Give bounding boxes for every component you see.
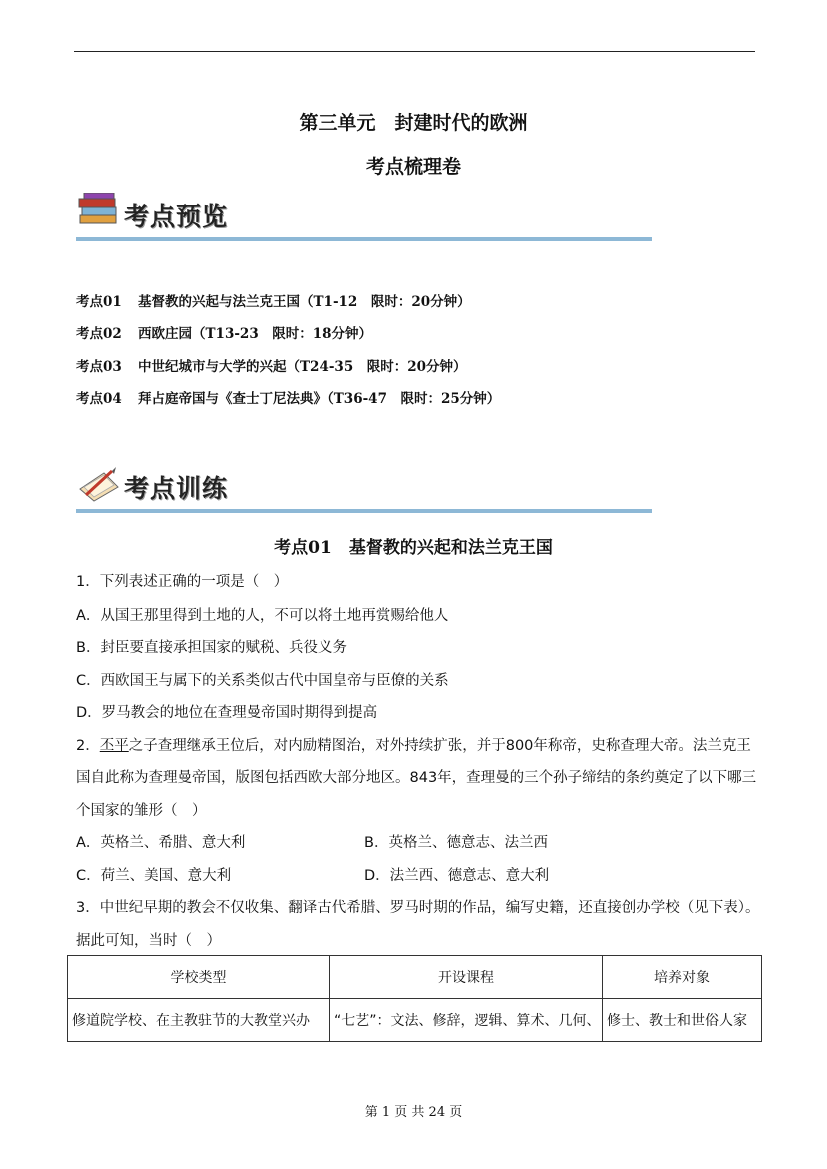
question-1-stem: 1．下列表述正确的一项是（ ） <box>76 574 289 590</box>
table-cell: “七艺”：文法、修辞，逻辑、算术、几何、 <box>330 999 603 1042</box>
question-2-line-2: 国自此称为查理曼帝国，版图包括西欧大部分地区。843年，查理曼的三个孙子缔结的条约奠定了以下哪三 <box>76 770 757 786</box>
question-2-option-d: D．法兰西、德意志、意大利 <box>364 868 550 884</box>
table-cell: 修道院学校、在主教驻节的大教堂兴办 <box>68 999 330 1042</box>
question-1-option-d: D．罗马教会的地位在查理曼帝国时期得到提高 <box>76 705 378 721</box>
preview-heading: 考点预览 <box>124 202 229 231</box>
toc-item: 考点02 西欧庄园（T13-23 限时：18分钟） <box>76 326 373 342</box>
table-header-cell: 培养对象 <box>603 956 762 999</box>
school-table <box>67 955 762 1042</box>
underlined-term: 丕平 <box>99 738 129 754</box>
table-row <box>68 999 762 1042</box>
question-2-option-a: A．英格兰、希腊、意大利 <box>76 835 246 851</box>
toc-item: 考点03 中世纪城市与大学的兴起（T24-35 限时：20分钟） <box>76 359 467 375</box>
training-heading-bar <box>76 509 652 513</box>
page-subtitle: 考点梳理卷 <box>365 156 461 178</box>
question-2-option-b: B．英格兰、德意志、法兰西 <box>364 835 548 851</box>
question-3-line-2: 据此可知，当时（ ） <box>76 933 221 949</box>
preview-heading-bar <box>76 237 652 241</box>
question-2-option-c: C．荷兰、美国、意大利 <box>76 868 232 884</box>
preview-section-header <box>76 193 656 249</box>
page-footer: 第 1 页 共 24 页 <box>364 1105 463 1120</box>
training-heading: 考点训练 <box>124 474 229 503</box>
question-1-option-c: C．西欧国王与属下的关系类似古代中国皇帝与臣僚的关系 <box>76 673 449 689</box>
question-1-option-b: B．封臣要直接承担国家的赋税、兵役义务 <box>76 640 347 656</box>
question-1-option-a: A．从国王那里得到土地的人，不可以将土地再赏赐给他人 <box>76 608 449 624</box>
books-icon <box>76 193 122 231</box>
section-title: 考点01 基督教的兴起和法兰克王国 <box>274 538 553 558</box>
table-header-row <box>68 956 762 999</box>
table-header-cell: 学校类型 <box>68 956 330 999</box>
question-2-line-3: 个国家的雏形（ ） <box>76 803 207 819</box>
page-title: 第三单元 封建时代的欧洲 <box>299 112 528 134</box>
table-header-cell: 开设课程 <box>330 956 603 999</box>
question-2-line-1: 2．丕平之子查理继承王位后，对内励精图治，对外持续扩张，并于800年称帝，史称查理大帝。法兰克王 <box>76 738 751 754</box>
toc-item: 考点01 基督教的兴起与法兰克王国（T1-12 限时：20分钟） <box>76 294 471 310</box>
training-section-header <box>76 465 656 521</box>
question-3-line-1: 3．中世纪早期的教会不仅收集、翻译古代希腊、罗马时期的作品，编写史籍，还直接创办学校（见下表）。 <box>76 900 760 916</box>
table-cell: 修士、教士和世俗人家 <box>603 999 762 1042</box>
header-rule <box>74 51 755 52</box>
toc-item: 考点04 拜占庭帝国与《查士丁尼法典》（T36-47 限时：25分钟） <box>76 391 501 407</box>
notebook-pencil-icon <box>76 465 122 503</box>
